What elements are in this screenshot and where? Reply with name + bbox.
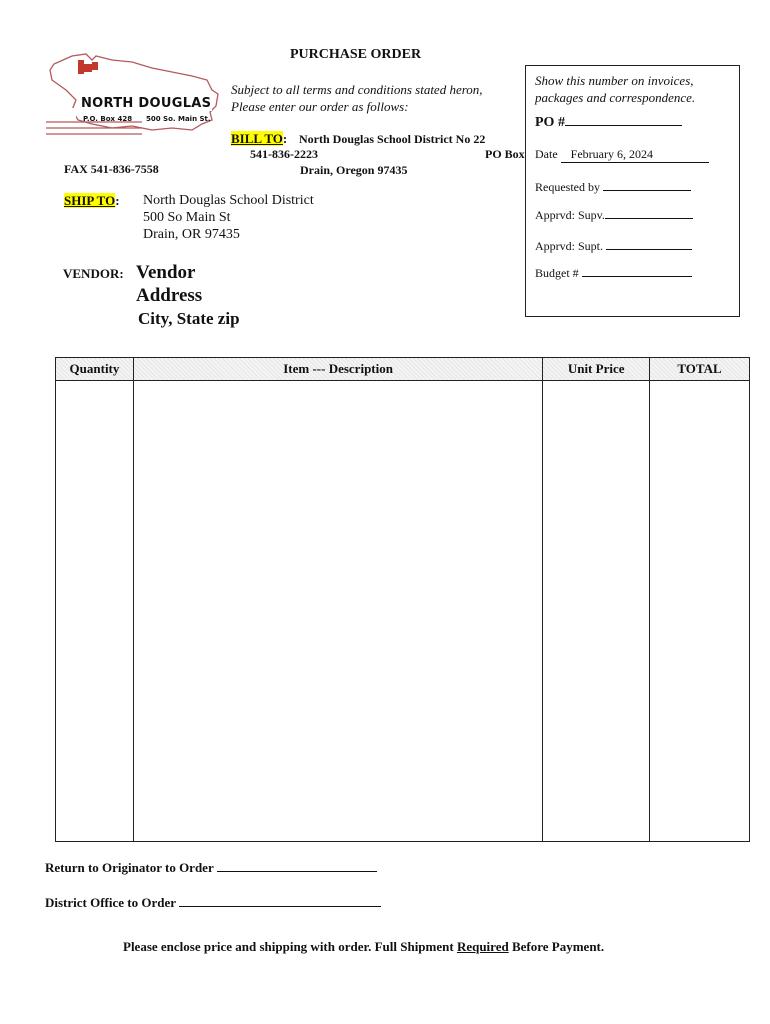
ship-to-line-2: 500 So Main St (143, 210, 231, 225)
ship-to-line-3: Drain, OR 97435 (143, 227, 240, 242)
document-title: PURCHASE ORDER (290, 47, 422, 62)
fax-number: FAX 541-836-7558 (64, 162, 159, 176)
column-header-description: Item --- Description (133, 358, 542, 381)
district-office-label: District Office to Order (45, 895, 176, 910)
subject-text (231, 81, 483, 115)
unit-price-cell[interactable] (543, 381, 650, 842)
return-to-originator-field[interactable] (45, 859, 377, 876)
approved-supt-field[interactable] (535, 237, 692, 254)
po-note-line-1: Show this number on invoices, (535, 73, 694, 88)
budget-label: Budget # (535, 266, 579, 280)
table-header-row (56, 358, 750, 381)
vendor-name: Vendor (136, 262, 196, 283)
subject-line-2: Please enter our order as follows: (231, 99, 409, 114)
description-cell[interactable] (133, 381, 542, 842)
bill-to-name: North Douglas School District No 22 (299, 132, 486, 146)
ship-to-label: SHIP TO: (64, 193, 120, 208)
po-number-label: PO # (535, 115, 565, 130)
return-to-originator-label: Return to Originator to Order (45, 860, 214, 875)
bill-to-label: BILL TO: (231, 131, 288, 146)
vendor-label: VENDOR: (63, 266, 124, 281)
logo-po-box: P.O. Box 428 (83, 115, 133, 123)
total-cell[interactable] (650, 381, 750, 842)
date-label: Date (535, 147, 558, 161)
budget-field[interactable] (535, 264, 692, 281)
items-table (55, 357, 750, 842)
notice-required: Required (456, 939, 509, 954)
po-note-line-2: packages and correspondence. (535, 90, 696, 105)
district-office-field[interactable] (45, 894, 381, 911)
date-value: February 6, 2024 (561, 147, 709, 163)
date-field[interactable] (535, 147, 709, 163)
bill-to-po-box: PO Box (485, 147, 525, 161)
quantity-cell[interactable] (56, 381, 134, 842)
requested-by-label: Requested by (535, 180, 600, 194)
notice-before: Please enclose price and shipping with order. Full Shipment (123, 939, 457, 954)
po-number-field[interactable] (535, 113, 682, 131)
subject-line-1: Subject to all terms and conditions stated heron, (231, 82, 483, 97)
payment-notice (123, 939, 604, 955)
logo-street: 500 So. Main St. (146, 115, 211, 123)
ship-to-line-1: North Douglas School District (143, 193, 314, 208)
po-note (535, 72, 695, 106)
approved-supv-field[interactable] (535, 206, 693, 223)
po-info-box (525, 65, 740, 317)
bill-to-text: BILL TO (231, 131, 283, 146)
ship-to-text: SHIP TO (64, 193, 116, 208)
table-body-row[interactable] (56, 381, 750, 842)
column-header-total: TOTAL (650, 358, 750, 381)
notice-after: Before Payment. (508, 939, 605, 954)
column-header-unit-price: Unit Price (543, 358, 650, 381)
column-header-quantity: Quantity (56, 358, 134, 381)
bill-to-phone: 541-836-2223 (250, 147, 318, 161)
approved-supv-label: Apprvd: Supv. (535, 208, 605, 222)
logo-name: NORTH DOUGLAS (81, 96, 212, 111)
vendor-city: City, State zip (138, 309, 240, 328)
requested-by-field[interactable] (535, 178, 691, 195)
vendor-address: Address (136, 285, 203, 306)
approved-supt-label: Apprvd: Supt. (535, 239, 604, 253)
bill-to-city: Drain, Oregon 97435 (300, 163, 408, 177)
